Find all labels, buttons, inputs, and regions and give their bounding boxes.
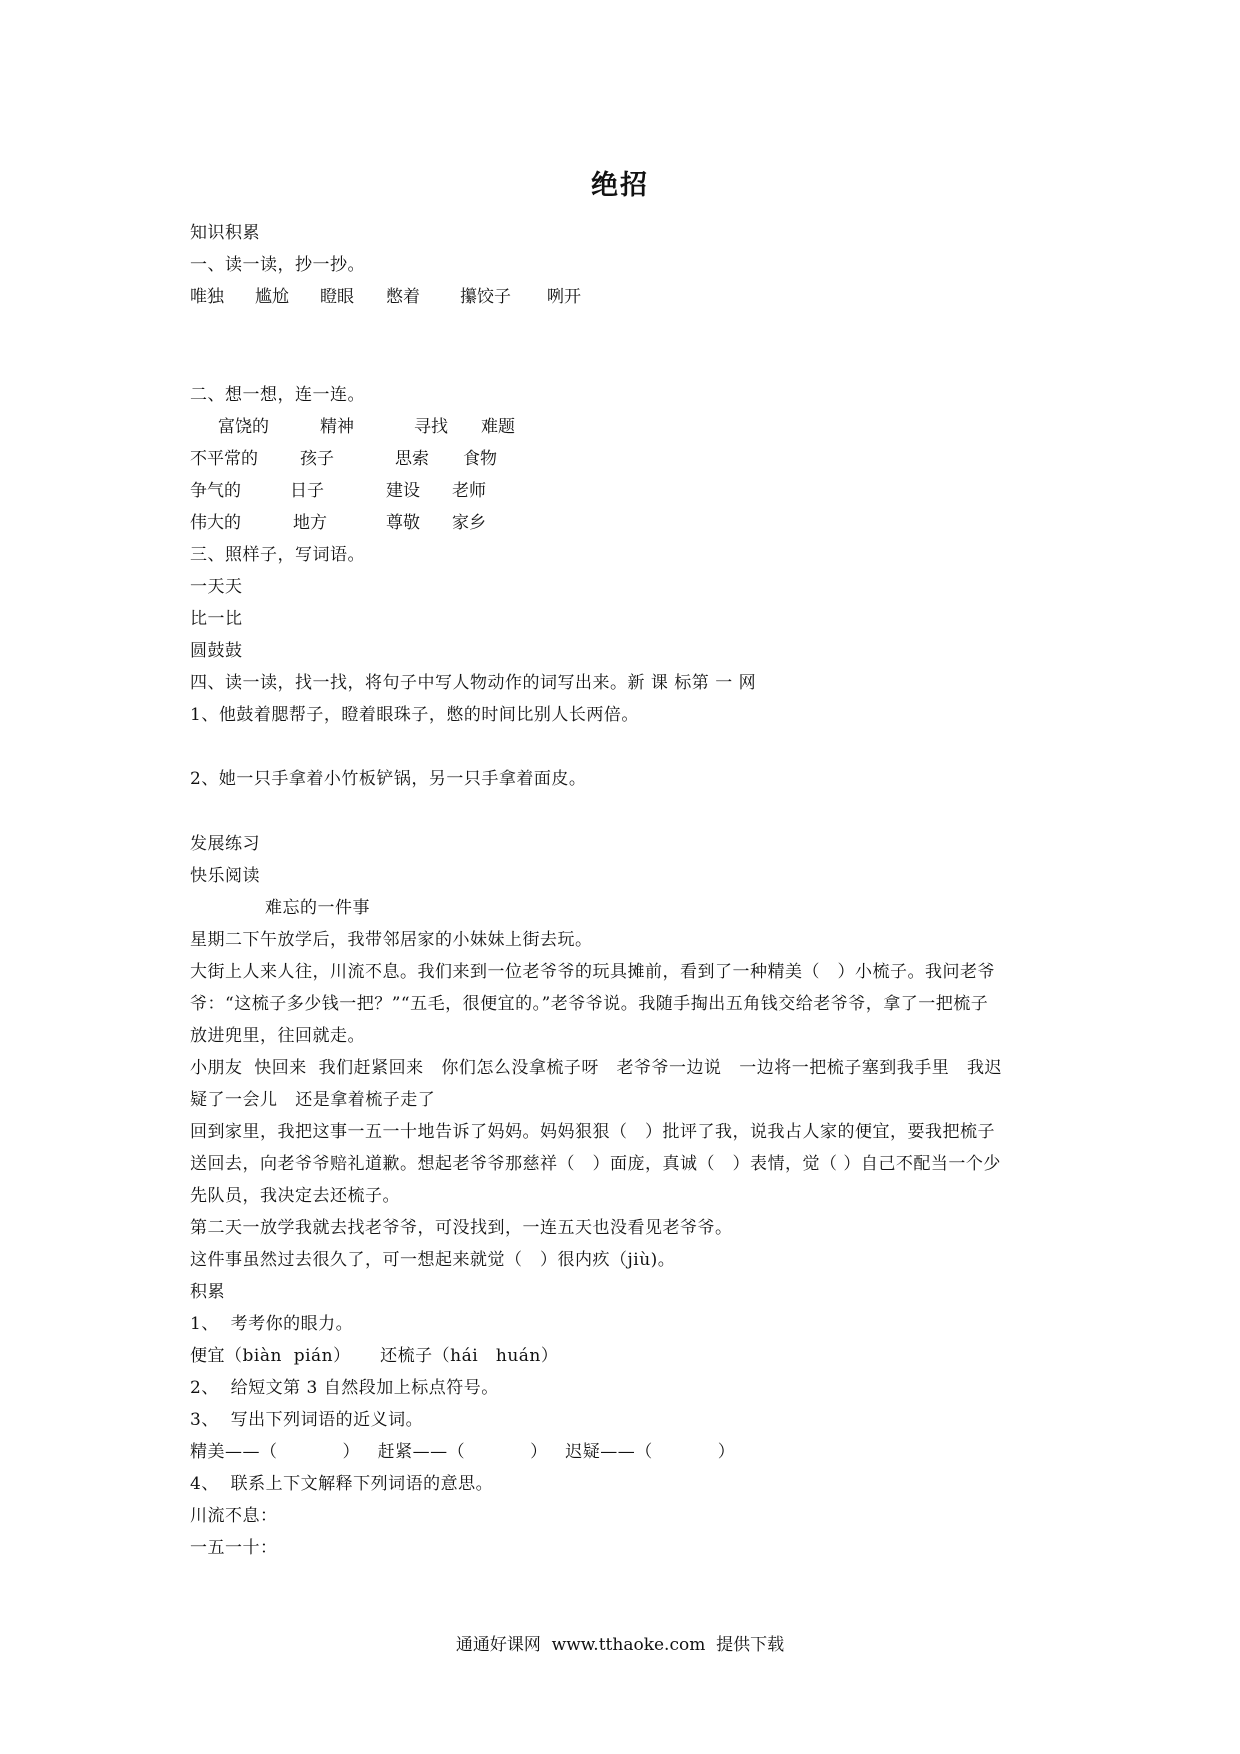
q3-example: 比一比 [190,609,243,629]
q2-cell: 家乡 [452,513,486,533]
q2-cell: 老师 [452,481,486,501]
story-line: 第二天一放学我就去找老爷爷，可没找到，一连五天也没看见老爷爷。 [190,1218,733,1238]
task-4-item: 一五一十： [190,1538,278,1558]
q1-word: 瞪眼 [320,287,354,307]
q2-cell: 难题 [481,417,515,437]
task-4-item: 川流不息： [190,1506,278,1526]
q2-cell: 不平常的 [190,449,258,469]
story-line: 爷：“这梳子多少钱一把？”“五毛，很便宜的。”老爷爷说。我随手掏出五角钱交给老爷爷，拿了一把梳子 [190,994,989,1014]
task-1-pinyin: 便宜（biàn pián） 还梳子（hái huán） [190,1346,559,1366]
q4-heading: 四、读一读，找一找，将句子中写人物动作的词写出来。新 课 标第 一 网 [190,673,757,693]
q4-sentence-2: 2、她一只手拿着小竹板铲锅，另一只手拿着面皮。 [190,769,587,789]
q2-cell: 思索 [395,449,429,469]
q2-cell: 地方 [293,513,327,533]
q2-cell: 尊敬 [386,513,420,533]
task-4: 4、 联系上下文解释下列词语的意思。 [190,1474,494,1494]
story-title: 难忘的一件事 [265,898,370,918]
q1-word: 唯独 [190,287,224,307]
section-reading: 快乐阅读 [190,866,260,886]
task-1: 1、 考考你的眼力。 [190,1314,354,1334]
story-line: 先队员，我决定去还梳子。 [190,1186,400,1206]
page-title: 绝招 [591,170,649,201]
q1-word: 咧开 [547,287,581,307]
q2-cell: 伟大的 [190,513,241,533]
section-practice: 发展练习 [190,834,260,854]
section-accumulate: 积累 [190,1282,225,1302]
story-line: 回到家里，我把这事一五一十地告诉了妈妈。妈妈狠狠（ ）批评了我，说我占人家的便宜，要我把梳子 [190,1122,995,1142]
q3-example: 圆鼓鼓 [190,641,243,661]
q2-cell: 日子 [290,481,324,501]
q2-heading: 二、想一想，连一连。 [190,385,365,405]
q2-cell: 建设 [386,481,420,501]
q2-cell: 寻找 [414,417,448,437]
story-line: 星期二下午放学后，我带邻居家的小妹妹上街去玩。 [190,930,593,950]
q3-example: 一天天 [190,577,243,597]
q1-word: 憋着 [386,287,420,307]
q3-heading: 三、照样子，写词语。 [190,545,365,565]
task-2: 2、 给短文第 3 自然段加上标点符号。 [190,1378,499,1398]
q2-cell: 食物 [463,449,497,469]
section-knowledge: 知识积累 [190,223,260,243]
story-line: 小朋友 快回来 我们赶紧回来 你们怎么没拿梳子呀 老爷爷一边说 一边将一把梳子塞到我手里 我迟 [190,1058,1002,1078]
q1-heading: 一、读一读，抄一抄。 [190,255,365,275]
q2-cell: 精神 [320,417,354,437]
story-line: 这件事虽然过去很久了，可一想起来就觉（ ）很内疚（jiù)。 [190,1250,676,1270]
story-line: 放进兜里，往回就走。 [190,1026,365,1046]
q2-cell: 争气的 [190,481,241,501]
page-footer: 通通好课网 www.tthaoke.com 提供下载 [455,1635,785,1655]
task-3: 3、 写出下列词语的近义词。 [190,1410,424,1430]
story-line: 疑了一会儿 还是拿着梳子走了 [190,1090,436,1110]
q1-word: 尴尬 [255,287,289,307]
story-line: 送回去，向老爷爷赔礼道歉。想起老爷爷那慈祥（ ）面庞，真诚（ ）表情，觉（ ）自己不配当一个少 [190,1154,1001,1174]
q1-word: 攥饺子 [460,287,511,307]
q4-sentence-1: 1、他鼓着腮帮子，瞪着眼珠子，憋的时间比别人长两倍。 [190,705,639,725]
task-3-synonyms: 精美——（ ） 赶紧——（ ） 迟疑——（ ） [190,1442,736,1462]
story-line: 大街上人来人往，川流不息。我们来到一位老爷爷的玩具摊前，看到了一种精美（ ）小梳子。我问老爷 [190,962,995,982]
q2-cell: 富饶的 [218,417,269,437]
q2-cell: 孩子 [300,449,334,469]
